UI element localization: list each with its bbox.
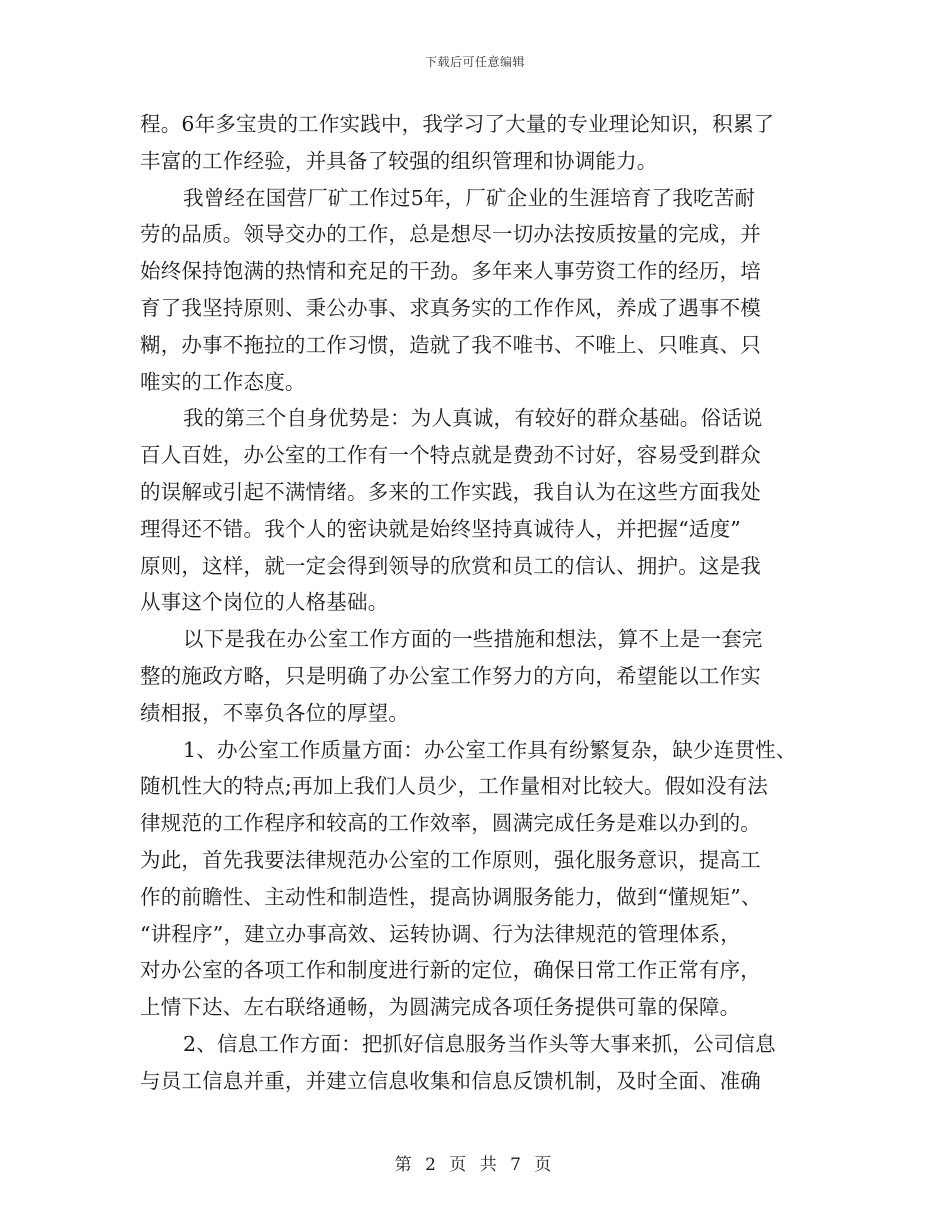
text-line: 从事这个岗位的人格基础。 xyxy=(140,590,389,615)
page-footer: 第 2 页 共 7 页 xyxy=(394,1155,556,1175)
paragraph xyxy=(140,106,840,180)
text-line: 育了我坚持原则、秉公办事、求真务实的工作作风，养成了遇事不模 xyxy=(140,295,761,320)
document-body xyxy=(140,106,840,1100)
page-header: 下载后可任意编辑 xyxy=(424,55,525,69)
text-line: 律规范的工作程序和较高的工作效率，圆满完成任务是难以办到的。 xyxy=(140,811,761,836)
text-line: 百人百姓，办公室的工作有一个特点就是费劲不讨好，容易受到群众 xyxy=(140,443,761,468)
text-line: 我曾经在国营厂矿工作过5年，厂矿企业的生涯培育了我吃苦耐 xyxy=(183,185,756,210)
text-line: 作的前瞻性、主动性和制造性，提高协调服务能力，做到“懂规矩”、 xyxy=(140,884,762,909)
text-line: 上情下达、左右联络通畅，为圆满完成各项任务提供可靠的保障。 xyxy=(140,995,741,1020)
text-line: 以下是我在办公室工作方面的一些措施和想法，算不上是一套完 xyxy=(183,627,763,652)
text-line: 原则，这样，就一定会得到领导的欣赏和员工的信认、拥护。这是我 xyxy=(140,553,761,578)
text-line: 程。6年多宝贵的工作实践中，我学习了大量的专业理论知识，积累了 xyxy=(140,112,775,136)
text-line: 的误解或引起不满情绪。多来的工作实践，我自认为在这些方面我处 xyxy=(140,479,761,504)
text-line: 2、信息工作方面：把抓好信息服务当作头等大事来抓，公司信息 xyxy=(183,1031,776,1056)
paragraph xyxy=(140,400,840,621)
text-line: 1、办公室工作质量方面：办公室工作具有纷繁复杂，缺少连贯性、 xyxy=(183,737,797,762)
text-line: 丰富的工作经验，并具备了较强的组织管理和协调能力。 xyxy=(140,148,658,173)
text-line: 始终保持饱满的热情和充足的干劲。多年来人事劳资工作的经历，培 xyxy=(140,259,761,284)
text-line: 为此，首先我要法律规范办公室的工作原则，强化服务意识，提高工 xyxy=(140,847,761,872)
text-line: 绩相报，不辜负各位的厚望。 xyxy=(140,700,410,725)
text-line: “讲程序”，建立办事高效、运转协调、行为法律规范的管理体系， xyxy=(140,921,741,946)
paragraph xyxy=(140,1026,840,1100)
text-line: 唯实的工作态度。 xyxy=(140,369,306,394)
text-line: 我的第三个自身优势是：为人真诚，有较好的群众基础。俗话说 xyxy=(183,406,763,431)
text-line: 随机性大的特点;再加上我们人员少，工作量相对比较大。假如没有法 xyxy=(140,774,769,799)
text-line: 与员工信息并重，并建立信息收集和信息反馈机制，及时全面、准确 xyxy=(140,1068,761,1093)
text-line: 对办公室的各项工作和制度进行新的定位，确保日常工作正常有序， xyxy=(140,958,761,983)
text-line: 理得还不错。我个人的密诀就是始终坚持真诚待人，并把握“适度” xyxy=(140,516,741,541)
paragraph xyxy=(140,180,840,401)
text-line: 劳的品质。领导交办的工作，总是想尽一切办法按质按量的完成，并 xyxy=(140,222,761,247)
text-line: 糊，办事不拖拉的工作习惯，造就了我不唯书、不唯上、只唯真、只 xyxy=(140,332,761,357)
paragraph xyxy=(140,732,840,1026)
paragraph xyxy=(140,621,840,731)
text-line: 整的施政方略，只是明确了办公室工作努力的方向，希望能以工作实 xyxy=(140,663,761,688)
